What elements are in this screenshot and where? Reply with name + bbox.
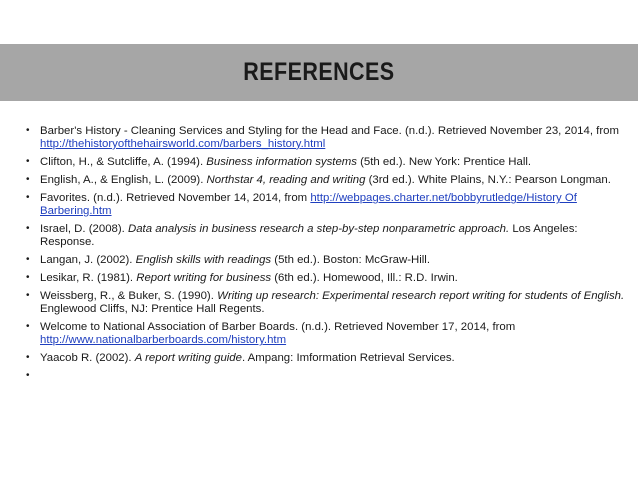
reference-details: (5th ed.). New York: Prentice Hall. (356, 156, 532, 168)
reference-item (26, 321, 626, 347)
reference-item (26, 290, 626, 316)
reference-text: English, A., & English, L. (2009). (40, 174, 207, 187)
reference-title: Report writing for business (136, 272, 272, 285)
reference-title: Business information systems (206, 156, 357, 168)
bullet-icon: • (26, 192, 30, 204)
reference-title: Writing up research: Experimental research report writing for students of English. (217, 290, 625, 303)
slide-title: REFERENCES (243, 58, 395, 86)
reference-text: Israel, D. (2008). (40, 223, 128, 236)
reference-details: (3rd ed.). White Plains, N.Y.: Pearson Longman. (365, 174, 611, 187)
reference-text: Clifton, H., & Sutcliffe, A. (1994). (40, 156, 207, 168)
bullet-icon: • (26, 272, 30, 284)
title-band (0, 44, 638, 101)
reference-text: Langan, J. (2002). (40, 254, 136, 267)
reference-item (26, 156, 626, 169)
bullet-icon: • (26, 352, 30, 364)
reference-link[interactable]: http://thehistoryofthehairsworld.com/barbers_history.html (40, 137, 326, 150)
reference-text: Favorites. (n.d.). Retrieved November 14, 2014, from (40, 192, 311, 205)
reference-title: A report writing guide (134, 352, 242, 365)
reference-details: Englewood Cliffs, NJ: Prentice Hall Regents. (40, 303, 265, 316)
reference-item (26, 125, 626, 151)
reference-title: Data analysis in business research a step-by-step nonparametric approach. (128, 223, 510, 236)
reference-link[interactable]: http://webpages.charter.net/bobbyrutledge/History Of Barbering.htm (40, 192, 577, 218)
reference-details: . Ampang: Imformation Retrieval Services. (241, 352, 455, 365)
bullet-icon: • (26, 223, 30, 235)
reference-text: Weissberg, R., & Buker, S. (1990). (40, 290, 218, 303)
reference-item (26, 254, 626, 267)
reference-text: Welcome to National Association of Barber Boards. (n.d.). Retrieved November 17, 2014, from (40, 321, 516, 334)
reference-item (26, 352, 626, 365)
reference-item (26, 272, 626, 285)
reference-title: English skills with readings (135, 254, 272, 267)
reference-text: Yaacob R. (2002). (40, 352, 135, 365)
reference-item (26, 192, 626, 218)
reference-text: Lesikar, R. (1981). (40, 272, 137, 285)
bullet-icon: • (26, 254, 30, 266)
reference-title: Northstar 4, reading and writing (206, 174, 366, 187)
bullet-icon: • (26, 174, 30, 186)
reference-item (26, 223, 626, 249)
bullet-icon: • (26, 125, 30, 136)
bullet-icon: • (26, 290, 30, 302)
reference-link[interactable]: http://www.nationalbarberboards.com/history.htm (40, 334, 287, 347)
references-list (26, 125, 626, 389)
empty-reference-item (26, 370, 626, 383)
reference-text: Barber's History - Cleaning Services and Styling for the Head and Face. (n.d.). Retrieved November 23, 2014, from (40, 125, 619, 137)
bullet-icon: • (26, 156, 30, 167)
reference-item (26, 174, 626, 187)
bullet-icon: • (26, 370, 30, 382)
reference-details: (5th ed.). Boston: McGraw-Hill. (271, 254, 430, 267)
reference-details: (6th ed.). Homewood, Ill.: R.D. Irwin. (271, 272, 458, 285)
reference-details: Los Angeles: Response. (40, 223, 578, 249)
bullet-icon: • (26, 321, 30, 333)
